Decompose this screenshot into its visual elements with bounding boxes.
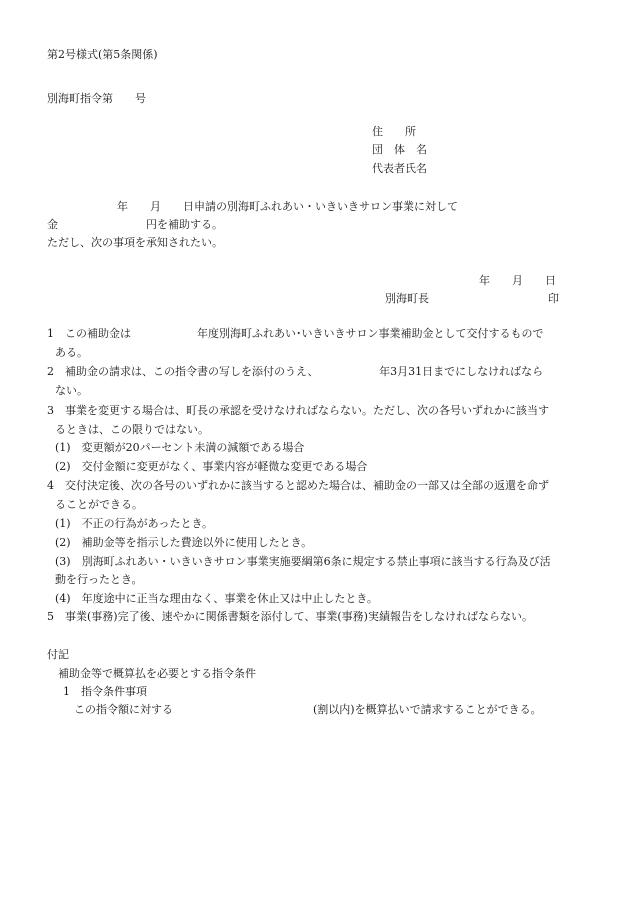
address-label: 住 所: [372, 125, 416, 138]
body-line-1: 年 月 日申請の別海町ふれあい・いきいきサロン事業に対して: [117, 200, 458, 213]
condition-line: (2) 補助金等を指示した費途以外に使用したとき。: [55, 536, 313, 549]
condition-line: (1) 変更額が20パーセント未満の減額である場合: [55, 441, 305, 454]
condition-line: ある。: [55, 346, 88, 359]
body-line-2: 金 円を補助する。: [47, 218, 223, 231]
appendix-subheading: 補助金等で概算払を必要とする指令条件: [58, 667, 256, 680]
condition-line: 3 事業を変更する場合は、町長の承認を受けなければならない。ただし、次の各号いずれかに該当す: [47, 404, 549, 417]
form-title: 第2号様式(第5条関係): [47, 48, 158, 61]
condition-line: 2 補助金の請求は、この指令書の写しを添付のうえ、 年3月31日までにしなければなら: [47, 365, 544, 378]
condition-line: 1 この補助金は 年度別海町ふれあい･いきいきサロン事業補助金として交付するもので: [47, 327, 544, 340]
appendix-heading: 付記: [47, 648, 69, 661]
condition-line: (4) 年度途中に正当な理由なく、事業を休止又は中止したとき。: [55, 592, 378, 605]
condition-line: ない。: [55, 384, 88, 397]
condition-line: (1) 不正の行為があったとき。: [55, 517, 214, 530]
appendix-item-text-b: (割以内)を概算払いで請求することができる。: [313, 703, 542, 716]
appendix-item-heading: 1 指令条件事項: [63, 685, 147, 698]
mayor-label: 別海町長: [385, 292, 429, 305]
seal-mark: 印: [548, 292, 559, 305]
condition-line: 5 事業(事務)完了後、速やかに関係書類を添付して、事業(事務)実績報告をしなければならない。: [47, 610, 533, 623]
condition-line: 4 交付決定後、次の各号のいずれかに該当すると認めた場合は、補助金の一部又は全部の返還を命ず: [47, 479, 549, 492]
group-name-label: 団 体 名: [372, 143, 427, 156]
condition-line: ることができる。: [55, 498, 143, 511]
doc-number: 別海町指令第 号: [47, 92, 146, 105]
body-line-3: ただし、次の事項を承知されたい。: [47, 236, 223, 249]
condition-line: (2) 交付金額に変更がなく、事業内容が軽微な変更である場合: [55, 460, 368, 473]
condition-line: (3) 別海町ふれあい・いきいきサロン事業実施要綱第6条に規定する禁止事項に該当する行為及び活: [55, 555, 551, 568]
condition-line: 動を行ったとき。: [55, 573, 143, 586]
representative-label: 代表者氏名: [372, 162, 427, 175]
issue-date: 年 月 日: [479, 274, 556, 287]
condition-line: るときは、この限りではない。: [55, 423, 209, 436]
appendix-item-text-a: この指令額に対する: [74, 703, 173, 716]
